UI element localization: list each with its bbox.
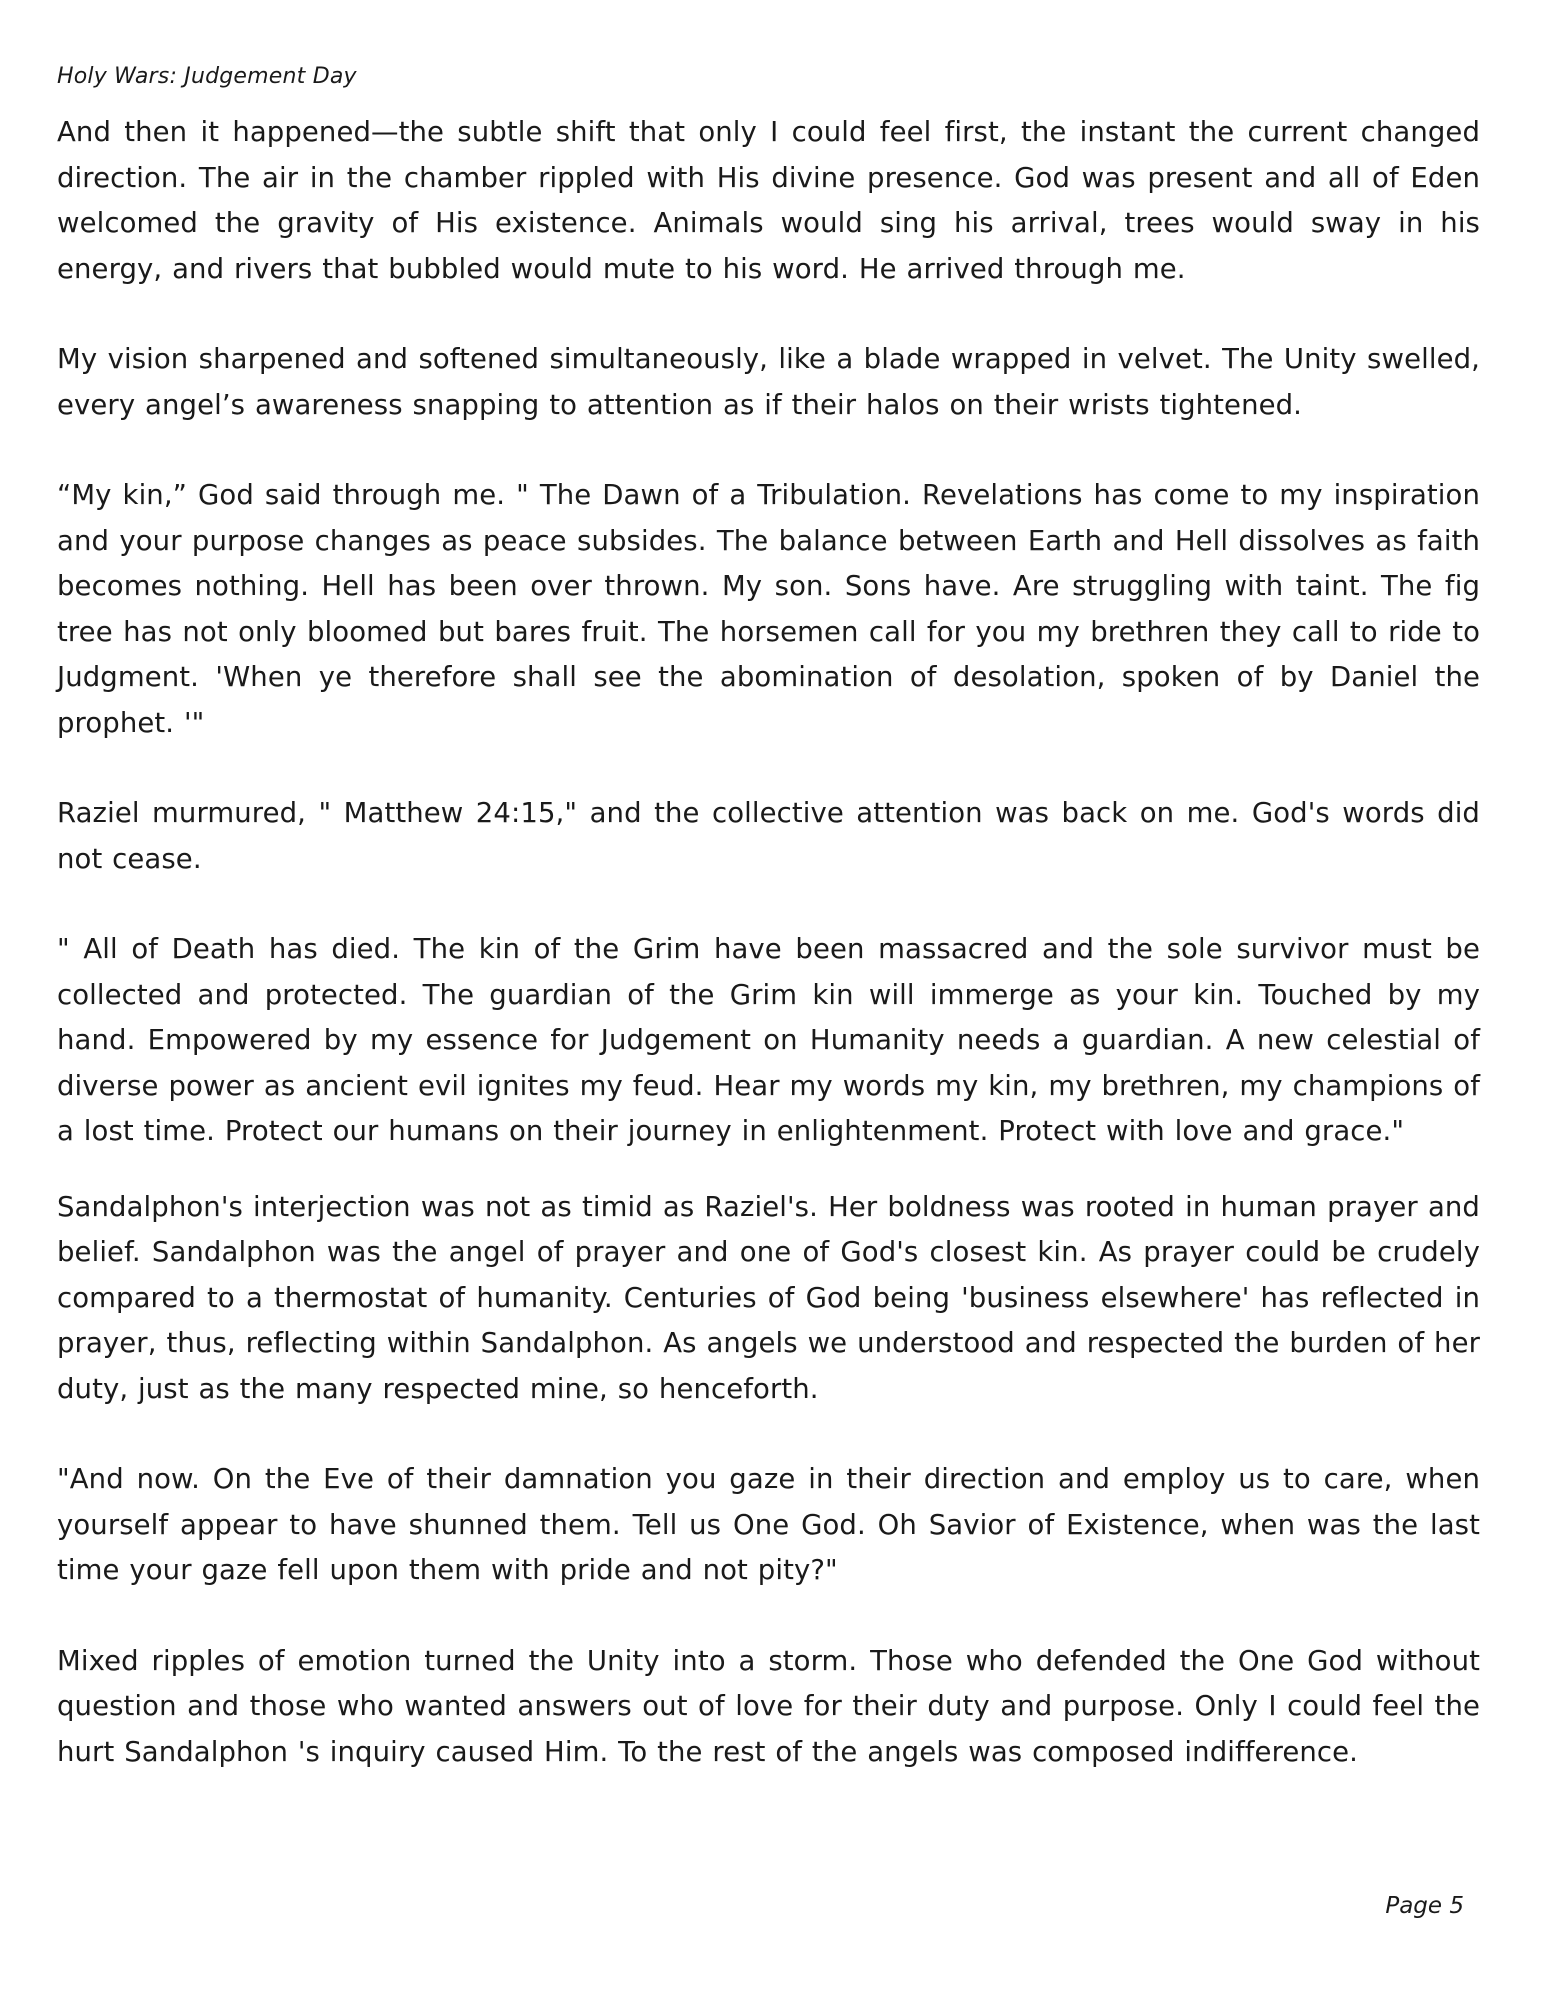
body-text [57, 110, 1480, 1775]
page-number: Page 5 [1385, 1893, 1464, 1919]
paragraph: Mixed ripples of emotion turned the Unity into a storm. Those who defended the One God without question and those who wanted answers out of love for their duty and purpose. Only I could feel the hurt Sandalphon 's inquiry caused Him. To the rest of the angels was composed indifference. [57, 1644, 1480, 1768]
paragraph: “My kin,” God said through me. " The Dawn of a Tribulation. Revelations has come to my inspiration and your purpose changes as peace subsides. The balance between Earth and Hell dissolves as faith becomes nothing. Hell has been over thrown. My son. Sons have. Are struggling with taint. The fig tree has not only bloomed but bares fruit. The horsemen call for you my brethren they call to ride to Judgment. 'When ye therefore shall see the abomination of desolation, spoken of by Daniel the prophet. '" [57, 479, 1480, 739]
paragraph: "And now. On the Eve of their damnation you gaze in their direction and employ us to care, when yourself appear to have shunned them. Tell us One God. Oh Savior of Existence, when was the last time your gaze fell upon them with pride and not pity?" [57, 1463, 1480, 1586]
running-header: Holy Wars: Judgement Day [57, 64, 357, 89]
paragraph: Sandalphon's interjection was not as timid as Raziel's. Her boldness was rooted in human prayer and belief. Sandalphon was the angel of prayer and one of God's closest kin. As prayer could be crudely compared to a thermostat of humanity. Centuries of God being 'business elsewhere' has reflected in prayer, thus, reflecting within Sandalphon. As angels we understood and respected the burden of her duty, just as the many respected mine, so henceforth. [57, 1190, 1480, 1405]
paragraph: And then it happened—the subtle shift that only I could feel first, the instant the current changed direction. The air in the chamber rippled with His divine presence. God was present and all of Eden welcomed the gravity of His existence. Animals would sing his arrival, trees would sway in his energy, and rivers that bubbled would mute to his word. He arrived through me. [57, 116, 1480, 285]
paragraph: " All of Death has died. The kin of the Grim have been massacred and the sole survivor must be collected and protected. The guardian of the Grim kin will immerge as your kin. Touched by my hand. Empowered by my essence for Judgement on Humanity needs a guardian. A new celestial of diverse power as ancient evil ignites my feud. Hear my words my kin, my brethren, my champions of a lost time. Protect our humans on their journey in enlightenment. Protect with love and grace." [57, 933, 1480, 1147]
paragraph: Raziel murmured, " Matthew 24:15," and the collective attention was back on me. God's words did not cease. [57, 797, 1480, 875]
paragraph: My vision sharpened and softened simultaneously, like a blade wrapped in velvet. The Unity swelled, every angel’s awareness snapping to attention as if their halos on their wrists tightened. [57, 343, 1480, 421]
